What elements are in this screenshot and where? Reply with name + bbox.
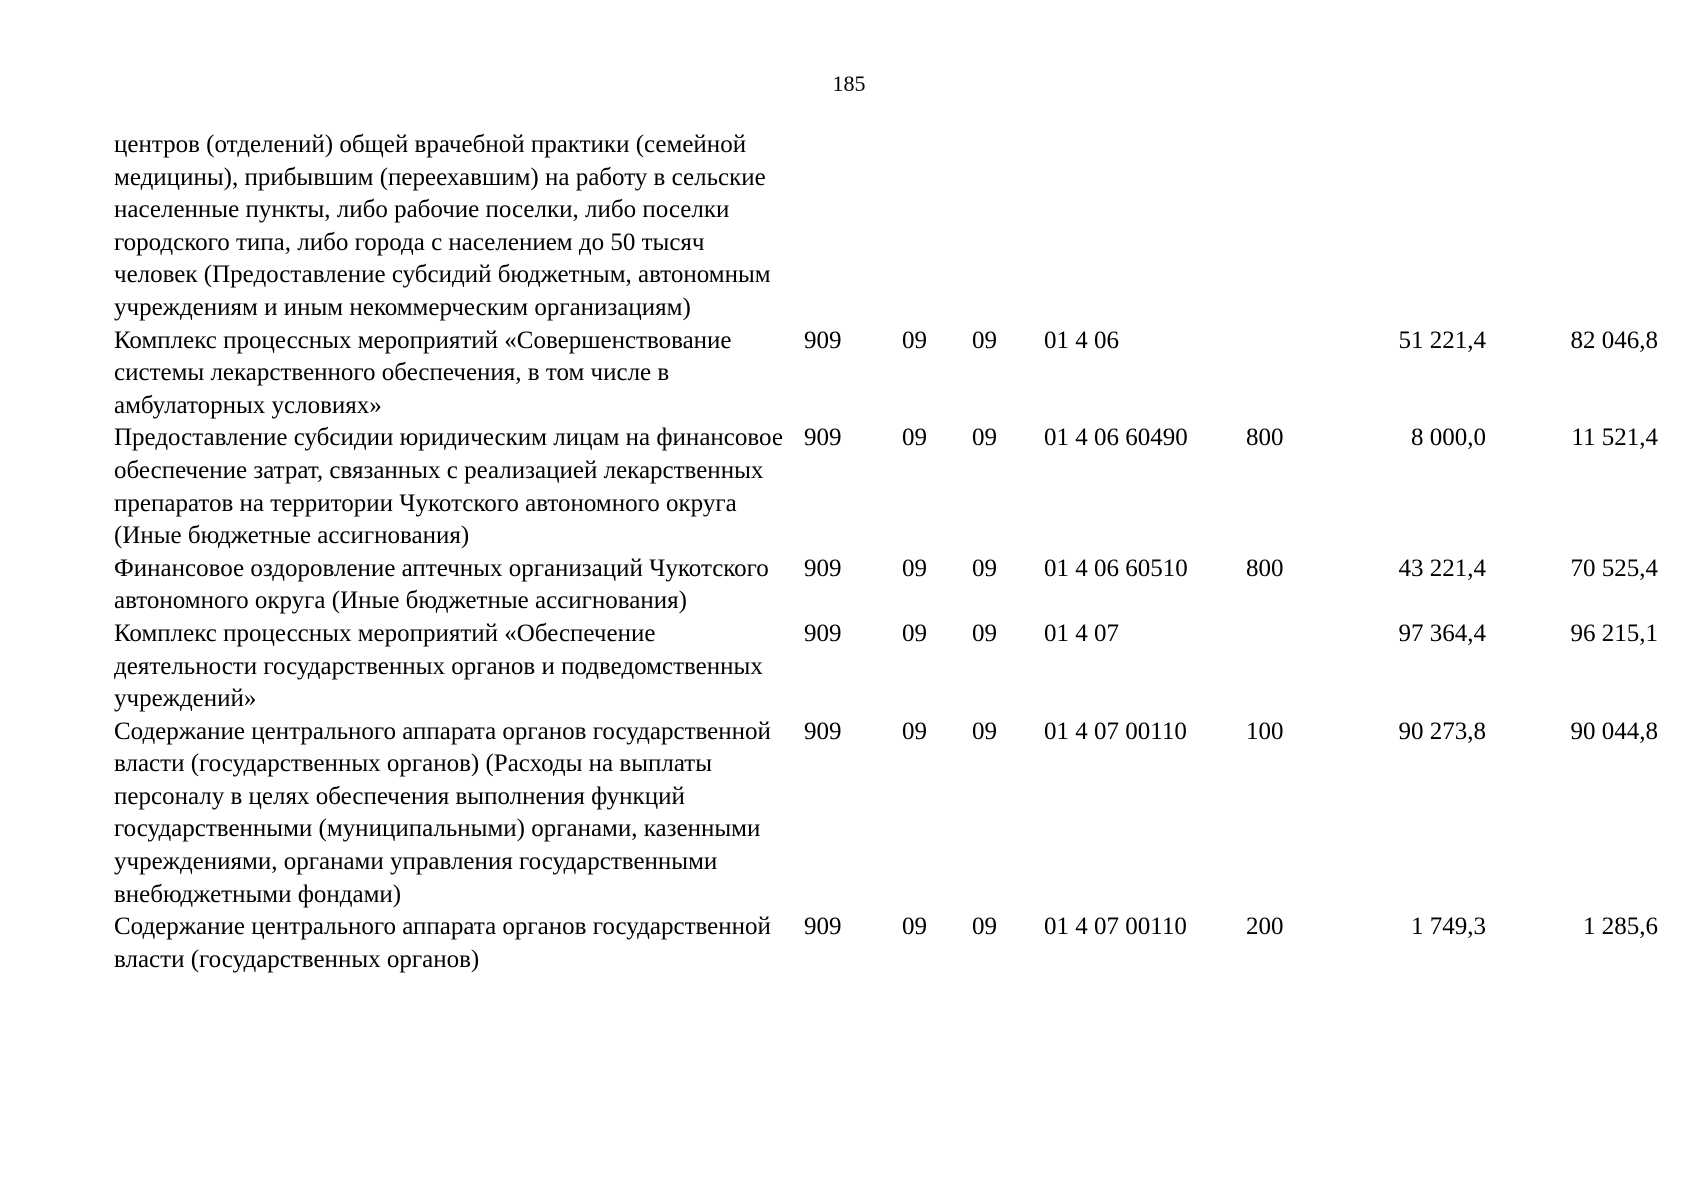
expense-type-code-cell bbox=[1246, 325, 1354, 423]
glava-code-cell: 909 bbox=[804, 326, 842, 354]
expense-name-cell: Комплекс процессных мероприятий «Обеспечение деятельности государственных органов и подведомственных учреждений» bbox=[114, 619, 763, 713]
target-article-code-cell bbox=[1044, 129, 1246, 325]
amount-year1-cell bbox=[1354, 129, 1486, 325]
section-code-cell bbox=[902, 129, 972, 325]
expense-name-cell: Содержание центрального аппарата органов государственной власти (государственных органов) bbox=[114, 913, 771, 973]
subsection-code-cell: 09 bbox=[972, 424, 997, 452]
section-code-cell: 09 bbox=[902, 913, 927, 941]
subsection-code-cell bbox=[972, 129, 1044, 325]
table-row bbox=[114, 422, 1658, 552]
target-article-code-cell: 01 4 06 60510 bbox=[1044, 554, 1188, 582]
expense-name-cell: Комплекс процессных мероприятий «Совершенствование системы лекарственного обеспечения, в том числе в амбулаторных условиях» bbox=[114, 326, 732, 419]
glava-code-cell: 909 bbox=[804, 913, 842, 941]
expense-type-code-cell: 800 bbox=[1246, 554, 1284, 582]
section-code-cell: 09 bbox=[902, 424, 927, 452]
section-code-cell: 09 bbox=[902, 619, 927, 647]
glava-code-cell: 909 bbox=[804, 424, 842, 452]
expense-type-code-cell: 100 bbox=[1246, 717, 1284, 745]
amount-year2-cell bbox=[1486, 129, 1658, 325]
amount-year2-cell: 82 046,8 bbox=[1570, 326, 1658, 354]
amount-year1-cell: 97 364,4 bbox=[1398, 619, 1486, 647]
table-row bbox=[114, 716, 1658, 912]
section-code-cell: 09 bbox=[902, 554, 927, 582]
expense-name-cell: центров (отделений) общей врачебной практики (семейной медицины), прибывшим (переехавшим) на работу в сельские населенные пункты, либо рабочие поселки, либо поселки городского типа, либо города с населением до 50 тысяч человек (Предоставление субсидий бюджетным, автономным учреждениям и иным некоммерческим организациям) bbox=[114, 131, 771, 321]
expense-type-code-cell bbox=[1246, 129, 1354, 325]
table-row bbox=[114, 129, 1658, 325]
page-number: 185 bbox=[832, 71, 866, 96]
amount-year2-cell: 1 285,6 bbox=[1583, 913, 1658, 941]
expense-type-code-cell: 200 bbox=[1246, 913, 1284, 941]
target-article-code-cell: 01 4 06 bbox=[1044, 326, 1119, 354]
amount-year1-cell: 1 749,3 bbox=[1411, 913, 1486, 941]
section-code-cell: 09 bbox=[902, 717, 927, 745]
glava-code-cell: 909 bbox=[804, 619, 842, 647]
target-article-code-cell: 01 4 07 bbox=[1044, 619, 1119, 647]
amount-year2-cell: 90 044,8 bbox=[1570, 717, 1658, 745]
amount-year2-cell: 11 521,4 bbox=[1571, 424, 1658, 452]
glava-code-cell: 909 bbox=[804, 717, 842, 745]
amount-year1-cell: 43 221,4 bbox=[1398, 554, 1486, 582]
expense-name-cell: Предоставление субсидии юридическим лицам на финансовое обеспечение затрат, связанных с реализацией лекарственных препаратов на территории Чукотского автономного округа (Иные бюджетные ассигнования) bbox=[114, 424, 783, 550]
amount-year1-cell: 8 000,0 bbox=[1411, 424, 1486, 452]
table-row bbox=[114, 911, 1658, 976]
section-code-cell: 09 bbox=[902, 326, 927, 354]
budget-table-body bbox=[114, 129, 1658, 976]
target-article-code-cell: 01 4 06 60490 bbox=[1044, 424, 1188, 452]
budget-table bbox=[114, 129, 1658, 976]
glava-code-cell bbox=[790, 129, 902, 325]
target-article-code-cell: 01 4 07 00110 bbox=[1044, 717, 1187, 745]
amount-year2-cell: 70 525,4 bbox=[1570, 554, 1658, 582]
glava-code-cell: 909 bbox=[804, 554, 842, 582]
subsection-code-cell: 09 bbox=[972, 619, 997, 647]
amount-year1-cell: 51 221,4 bbox=[1398, 326, 1486, 354]
subsection-code-cell: 09 bbox=[972, 326, 997, 354]
table-row bbox=[114, 553, 1658, 618]
subsection-code-cell: 09 bbox=[972, 913, 997, 941]
subsection-code-cell: 09 bbox=[972, 717, 997, 745]
target-article-code-cell: 01 4 07 00110 bbox=[1044, 913, 1187, 941]
amount-year2-cell: 96 215,1 bbox=[1570, 619, 1658, 647]
expense-type-code-cell: 800 bbox=[1246, 424, 1284, 452]
subsection-code-cell: 09 bbox=[972, 554, 997, 582]
table-row bbox=[114, 325, 1658, 423]
expense-type-code-cell bbox=[1246, 618, 1354, 716]
expense-name-cell: Содержание центрального аппарата органов государственной власти (государственных органов) (Расходы на выплаты персоналу в целях обеспечения выполнения функций государственными (муниципальными) органами, казенными учреждениями, органами управления государственными внебюджетными фондами) bbox=[114, 717, 771, 908]
amount-year1-cell: 90 273,8 bbox=[1398, 717, 1486, 745]
table-row bbox=[114, 618, 1658, 716]
expense-name-cell: Финансовое оздоровление аптечных организаций Чукотского автономного округа (Иные бюджетные ассигнования) bbox=[114, 554, 769, 615]
